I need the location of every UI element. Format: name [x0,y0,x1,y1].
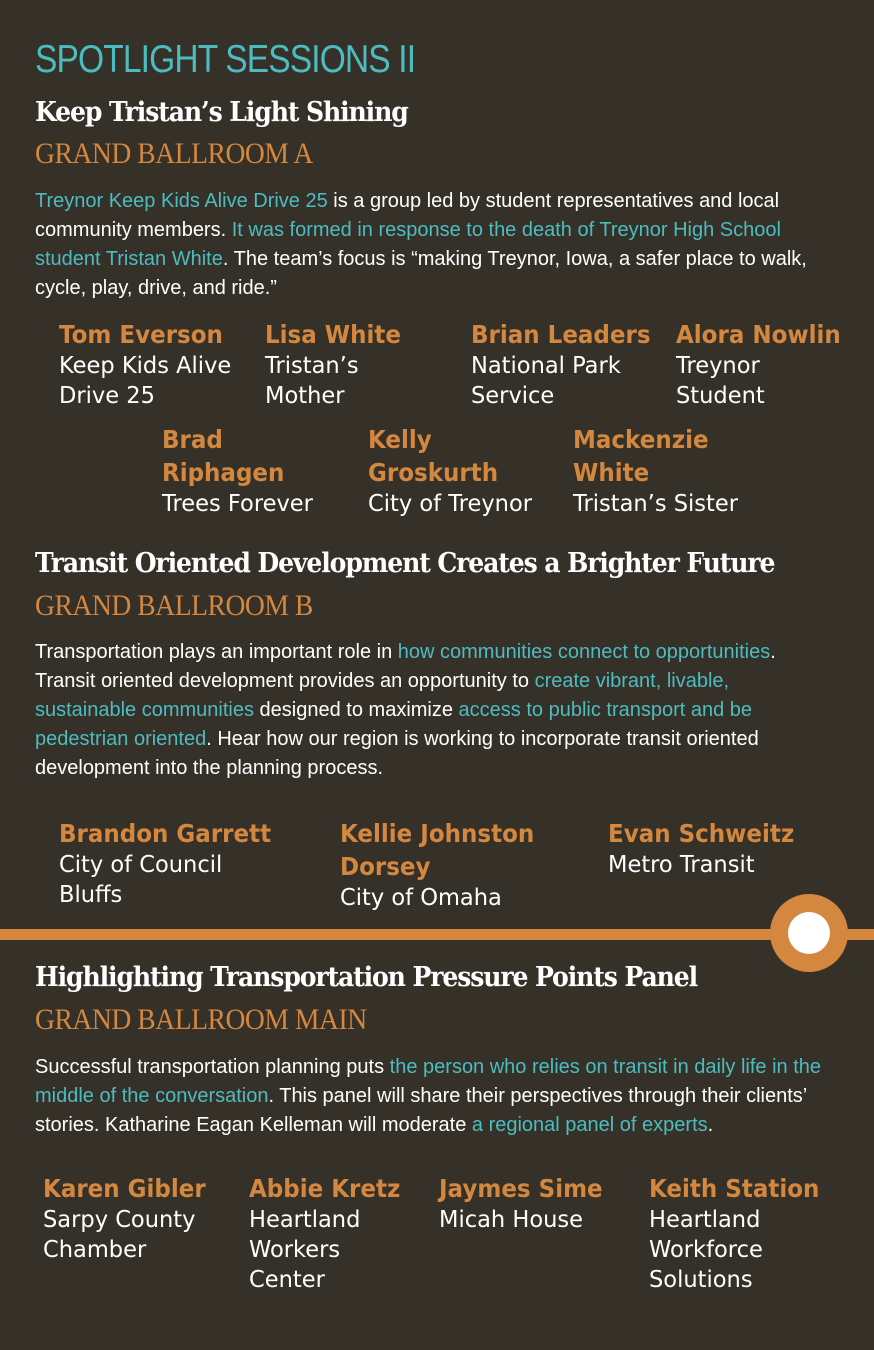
section-divider [0,929,874,940]
description-text: . [707,1114,714,1136]
speaker-name: Abbie Kretz [249,1174,401,1203]
speaker [439,1172,617,1235]
session-title: Keep Tristan’s Light Shining [35,97,408,128]
speaker [162,423,316,519]
speaker-affiliation: Heartland Workers Center [249,1207,361,1293]
speaker-name: Jaymes Sime [439,1174,603,1203]
highlighted-text: create vibrant, livable, sustainable communities [35,670,730,721]
highlighted-text: Treynor Keep Kids Alive Drive 25 [35,190,328,212]
description-text: designed to maximize [254,699,459,721]
speaker-affiliation: Sarpy County Chamber [43,1207,196,1263]
speaker [573,423,741,519]
description-text: Successful transportation planning puts [35,1056,390,1078]
speaker-affiliation: Tristan’s Sister [573,491,739,517]
description-text: . Hear how our region is working to incorporate transit oriented development into the planning process. [35,728,759,779]
speaker [340,817,551,913]
speaker [59,817,290,910]
speaker [265,318,413,411]
description-text: . The team’s focus is “making Treynor, Iowa, a safer place to walk, cycle, play, drive, and ride.” [35,248,807,299]
speaker-name: Kelly Groskurth [368,425,499,487]
circle-ring-icon [770,894,848,972]
speaker-name: Evan Schweitz [608,819,795,848]
speaker [649,1172,834,1295]
speaker-name: Mackenzie White [573,425,709,487]
highlighted-text: It was formed in response to the death of Treynor High School student Tristan White [35,219,781,270]
session-title: Transit Oriented Development Creates a Brighter Future [35,548,775,579]
highlighted-text: how communities connect to opportunities [397,641,771,663]
speaker-affiliation: Micah House [439,1207,584,1233]
page-title: SPOTLIGHT SESSIONS II [35,38,416,81]
speaker [59,318,237,411]
description-text: Transportation plays an important role in [35,641,398,663]
session-room: GRAND BALLROOM MAIN [35,1003,367,1036]
speaker-affiliation: Trees Forever [162,491,313,517]
speaker-name: Brian Leaders [471,320,651,349]
speaker-affiliation: Tristan’s Mother [265,353,359,409]
speaker-name: Keith Station [649,1174,820,1203]
speaker-name: Tom Everson [59,320,223,349]
speaker-name: Brad Riphagen [162,425,285,487]
highlighted-text: a regional panel of experts [471,1114,708,1136]
description-text: . This panel will share their perspectives through their clients’ stories. Katharine Eagan Kelleman will moderate [35,1085,807,1136]
speaker-affiliation: National Park Service [471,353,621,409]
speaker [43,1172,220,1265]
speaker-affiliation: City of Omaha [340,885,502,911]
session-room: GRAND BALLROOM B [35,589,313,622]
speaker-affiliation: City of Treynor [368,491,533,517]
speaker-name: Kellie Johnston Dorsey [340,819,535,881]
session-room: GRAND BALLROOM A [35,137,313,170]
speaker-affiliation: Heartland Workforce Solutions [649,1207,763,1293]
speaker-name: Karen Gibler [43,1174,206,1203]
description-text: is a group led by student representatives and local community members. [35,190,780,241]
speaker-name: Alora Nowlin [676,320,841,349]
speaker [368,423,535,519]
speaker-affiliation: Keep Kids Alive Drive 25 [59,353,232,409]
session-description [35,187,825,303]
session-title: Highlighting Transportation Pressure Points Panel [35,962,698,993]
highlighted-text: the person who relies on transit in daily life in the middle of the conversation [35,1056,822,1107]
speaker-affiliation: City of Council Bluffs [59,852,223,908]
session-description [35,638,825,783]
speaker-name: Brandon Garrett [59,819,272,848]
speaker-affiliation: Metro Transit [608,852,755,878]
speaker [249,1172,414,1295]
speaker [608,817,811,880]
speaker [676,318,855,411]
session-description [35,1053,825,1140]
highlighted-text: access to public transport and be pedestrian oriented [35,699,753,750]
speaker-name: Lisa White [265,320,401,349]
speaker-affiliation: Treynor Student [676,353,765,409]
description-text: . Transit oriented development provides an opportunity to [35,641,776,692]
speaker [471,318,666,411]
